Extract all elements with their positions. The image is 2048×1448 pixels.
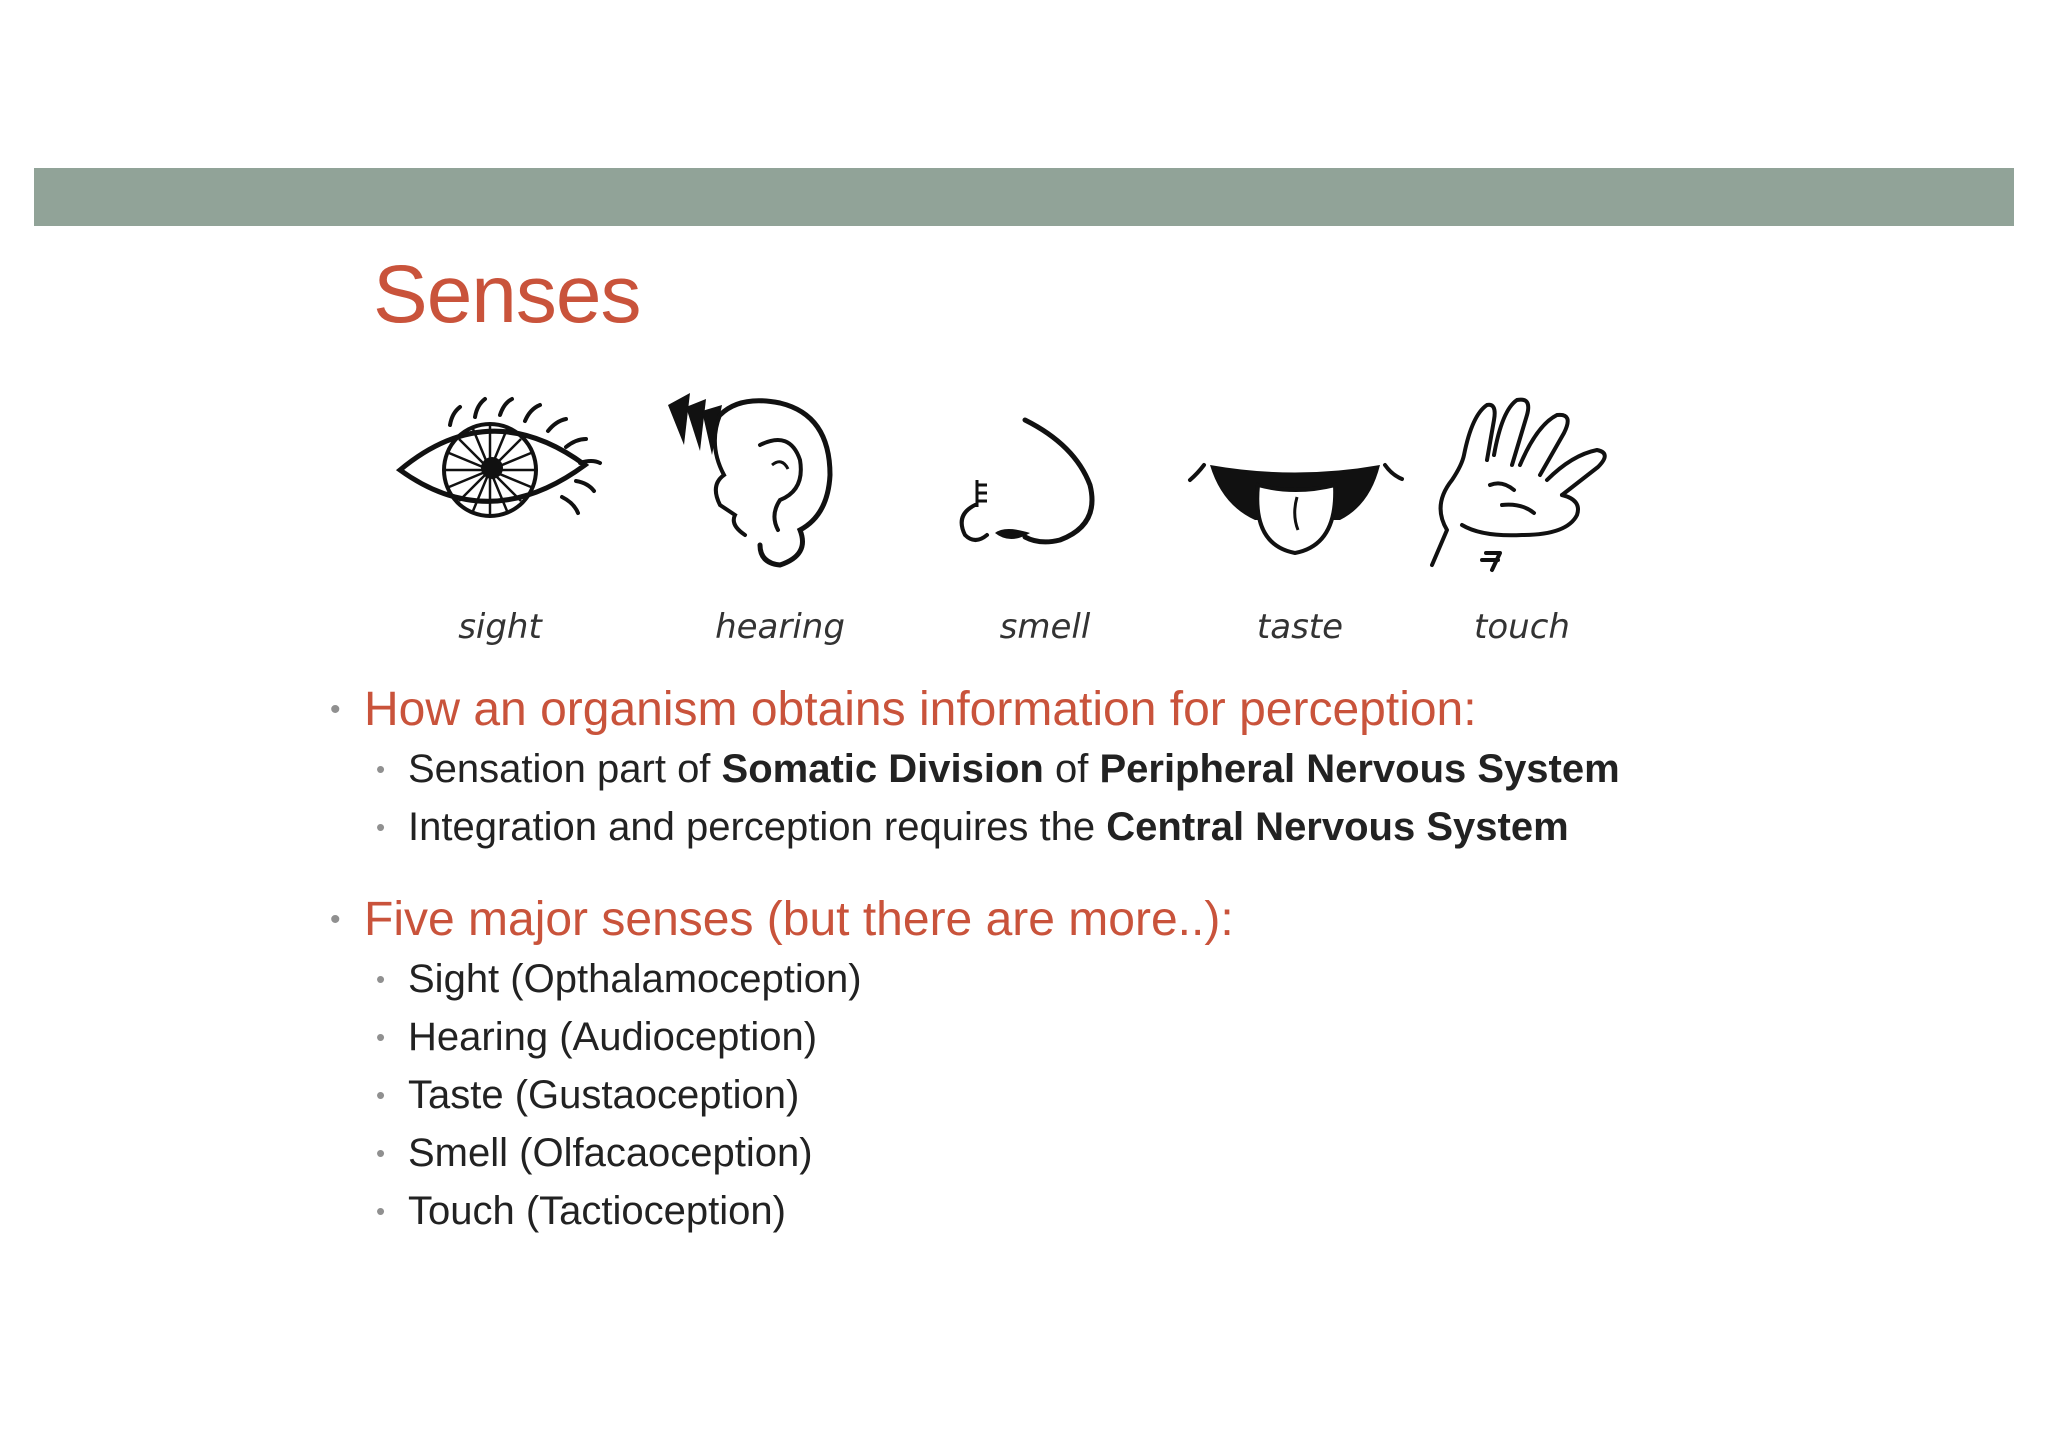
- title-bar-decoration: [34, 168, 2014, 226]
- sense-sight: [380, 385, 620, 655]
- list-item: [330, 1182, 1830, 1240]
- sense-item-touch: Touch (Tactioception): [408, 1189, 786, 1233]
- bullet-text: Five major senses (but there are more..):: [364, 893, 1234, 946]
- bullet-text-part: Integration and perception requires the: [408, 805, 1107, 849]
- list-item: [330, 1124, 1830, 1182]
- bullet-dot-icon: •: [376, 1022, 386, 1052]
- bullet-level2-somatic: [330, 740, 1830, 798]
- bullet-dot-icon: •: [376, 964, 386, 994]
- bullet-level1-five-senses: [330, 890, 1830, 950]
- bullet-dot-icon: •: [376, 754, 386, 784]
- sense-taste: [1180, 385, 1420, 655]
- bullet-level1-perception: [330, 680, 1830, 740]
- eye-icon: [380, 385, 620, 575]
- ear-icon: [660, 385, 900, 575]
- list-item: [330, 1008, 1830, 1066]
- mouth-tongue-icon: [1180, 385, 1420, 575]
- bullet-text: How an organism obtains information for perception:: [364, 683, 1477, 736]
- sense-label-smell: smell: [999, 607, 1091, 647]
- sense-hearing: [660, 385, 900, 655]
- sense-label-hearing: hearing: [715, 607, 845, 647]
- bullet-text-part: Sensation part of: [408, 747, 722, 791]
- sense-item-sight: Sight (Opthalamoception): [408, 957, 862, 1001]
- hand-icon: [1402, 385, 1642, 575]
- bullet-dot-icon: •: [376, 1080, 386, 1110]
- sense-item-hearing: Hearing (Audioception): [408, 1015, 818, 1059]
- bullet-dot-icon: •: [376, 1196, 386, 1226]
- bullet-text-part: of: [1043, 747, 1100, 791]
- bullet-dot-icon: •: [376, 1138, 386, 1168]
- sense-smell: [925, 385, 1165, 655]
- bullet-dot-icon: •: [330, 693, 341, 726]
- bold-term-pns: Peripheral Nervous System: [1099, 747, 1620, 791]
- sense-label-sight: sight: [458, 607, 542, 647]
- sense-item-taste: Taste (Gustaoception): [408, 1073, 800, 1117]
- bullet-level2-integration: [330, 798, 1830, 856]
- bullet-dot-icon: •: [330, 903, 341, 936]
- bold-term-somatic-division: Somatic Division: [721, 747, 1044, 791]
- nose-icon: [925, 385, 1165, 575]
- sense-label-taste: taste: [1256, 607, 1344, 647]
- sense-label-touch: touch: [1474, 607, 1570, 647]
- bold-term-cns: Central Nervous System: [1106, 805, 1569, 849]
- senses-illustration: [380, 385, 1680, 655]
- list-item: [330, 1066, 1830, 1124]
- sense-touch: [1402, 385, 1642, 655]
- sense-item-smell: Smell (Olfacaoception): [408, 1131, 813, 1175]
- bullet-list: [330, 680, 1830, 1240]
- bullet-dot-icon: •: [376, 812, 386, 842]
- slide-title: Senses: [373, 249, 641, 340]
- list-item: [330, 950, 1830, 1008]
